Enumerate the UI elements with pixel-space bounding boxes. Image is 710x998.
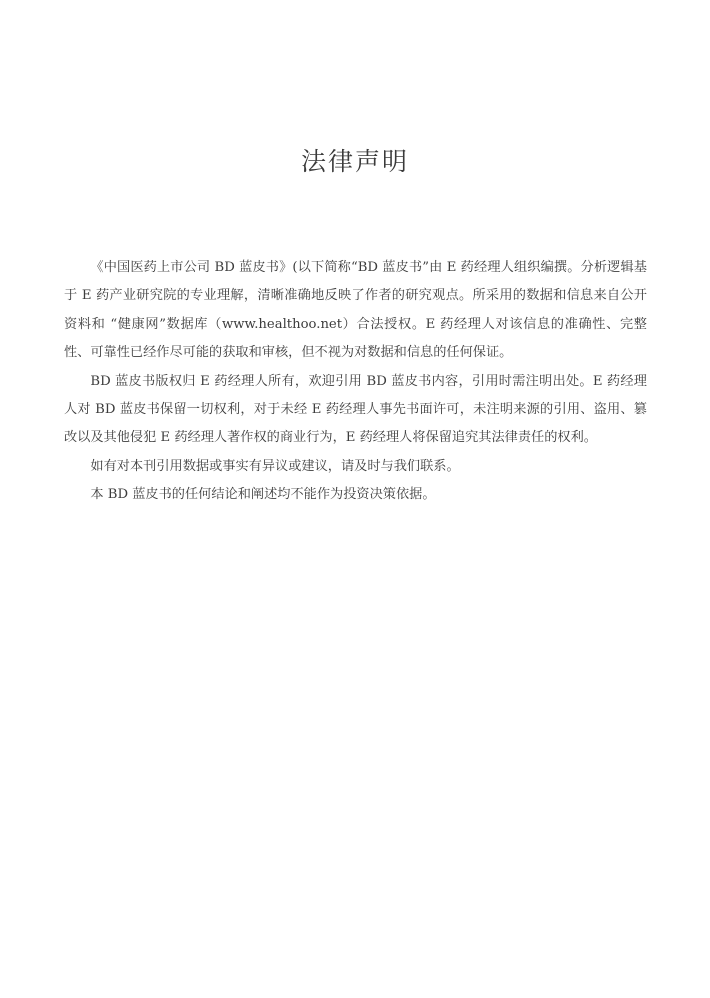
paragraph-disclaimer: 本 BD 蓝皮书的任何结论和阐述均不能作为投资决策依据。 bbox=[90, 487, 436, 503]
page-title: 法律声明 bbox=[300, 147, 409, 176]
paragraph-copyright: BD 蓝皮书版权归 E 药经理人所有，欢迎引用 BD 蓝皮书内容，引用时需注明出处。E 药经理人对 BD 蓝皮书保留一切权利，对于未经 E 药经理人事先书面许可，未注明来源的引用、盗用、篡改以及其他侵犯 E 药经理人著作权的商业行为，E 药经理人将保留追究其法律责任的权利。 bbox=[64, 373, 647, 446]
paragraph-data-source: 《中国医药上市公司 BD 蓝皮书》(以下简称“BD 蓝皮书”由 E 药经理人组织编撰。分析逻辑基于 E 药产业研究院的专业理解，清晰准确地反映了作者的研究观点。所采用的数据和信息来自公开资料和 “健康网”数据库（www.healthoo.net）合法授权。E 药经理人对该信息的准确性、完整性、可靠性已经作尽可能的获取和审核，但不视为对数据和信息的任何保证。 bbox=[64, 260, 647, 361]
legal-statement-body bbox=[64, 254, 647, 510]
paragraph-contact: 如有对本刊引用数据或事实有异议或建议，请及时与我们联系。 bbox=[90, 458, 460, 474]
